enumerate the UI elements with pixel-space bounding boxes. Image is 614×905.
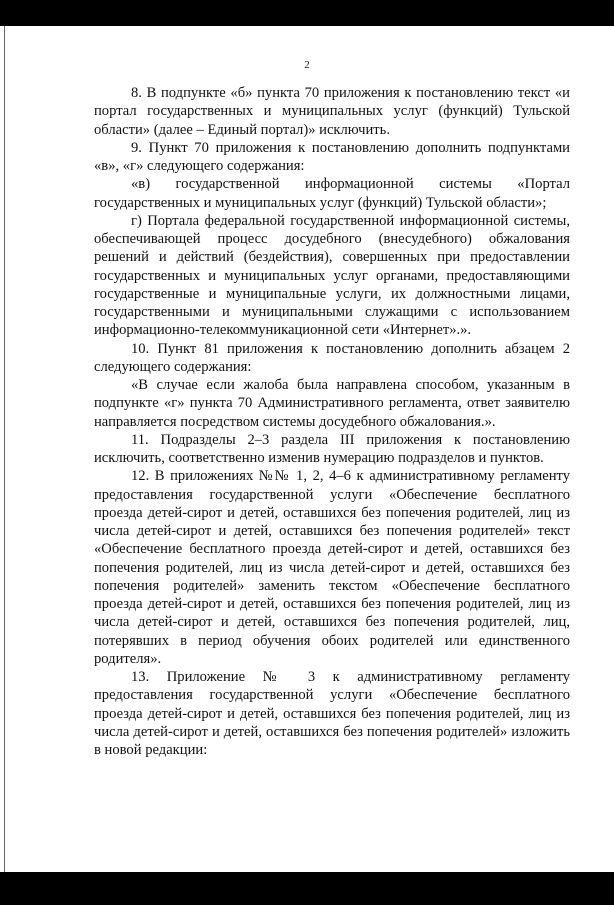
paragraph-quote-complaint: «В случае если жалоба была направлена способом, указанным в подпункте «г» пункта 70 Административного регламента, ответ заявителю направляется посредством системы досудебного обжалования.».	[94, 377, 570, 430]
scan-border-bottom	[0, 872, 614, 905]
document-page	[0, 26, 614, 872]
paragraph-item-12: 12. В приложениях №№ 1, 2, 4–6 к административному регламенту предоставления государственной услуги «Обеспечение бесплатного проезда детей-сирот и детей, оставшихся без попечения родителей, лиц из числа детей-сирот и детей, оставшихся без попечения родителей» текст «Обеспечение бесплатного проезда детей-сирот и детей, оставшихся без попечения родителей, лиц из числа детей-сирот и детей, оставшихся без попечения родителей» заменить текстом «Обеспечение бесплатного проезда детей-сирот и детей, оставшихся без попечения родителей, лиц из числа детей-сирот и детей, оставшихся без попечения родителей, лиц, потерявших в период обучения обоих родителей или единственного родителя».	[94, 468, 570, 667]
paragraph-subitem-v: «в) государственной информационной системы «Портал государственных и муниципальных услуг (функций) Тульской области»;	[94, 176, 570, 211]
paragraph-item-13: 13. Приложение № 3 к административному регламенту предоставления государственной услуги «Обеспечение бесплатного проезда детей-сирот и детей, оставшихся без попечения родителей, лиц из числа детей-сирот и детей, оставшихся без попечения родителей» изложить в новой редакции:	[94, 669, 570, 758]
paragraph-item-11: 11. Подразделы 2–3 раздела III приложения к постановлению исключить, соответственно изменив нумерацию подразделов и пунктов.	[94, 431, 570, 466]
paragraph-item-8: 8. В подпункте «б» пункта 70 приложения к постановлению текст «и портал государственных и муниципальных услуг (функций) Тульской области» (далее – Единый портал)» исключить.	[94, 85, 570, 138]
page-number: 2	[304, 59, 310, 71]
page-edge-line	[4, 26, 5, 872]
paragraph-item-9: 9. Пункт 70 приложения к постановлению дополнить подпунктами «в», «г» следующего содержания:	[94, 139, 570, 174]
scan-border-top	[0, 0, 614, 26]
document-body	[94, 84, 570, 759]
paragraph-subitem-g: г) Портала федеральной государственной информационной системы, обеспечивающей процесс досудебного (внесудебного) обжалования решений и действий (бездействия), совершенных при предоставлении государственных и муниципальных услуг органами, предоставляющими государственные и муниципальные услуги, их должностными лицами, государственными и муниципальными служащими с использованием информационно-телекоммуникационной сети «Интернет».».	[94, 212, 570, 339]
paragraph-item-10: 10. Пункт 81 приложения к постановлению дополнить абзацем 2 следующего содержания:	[94, 340, 570, 375]
